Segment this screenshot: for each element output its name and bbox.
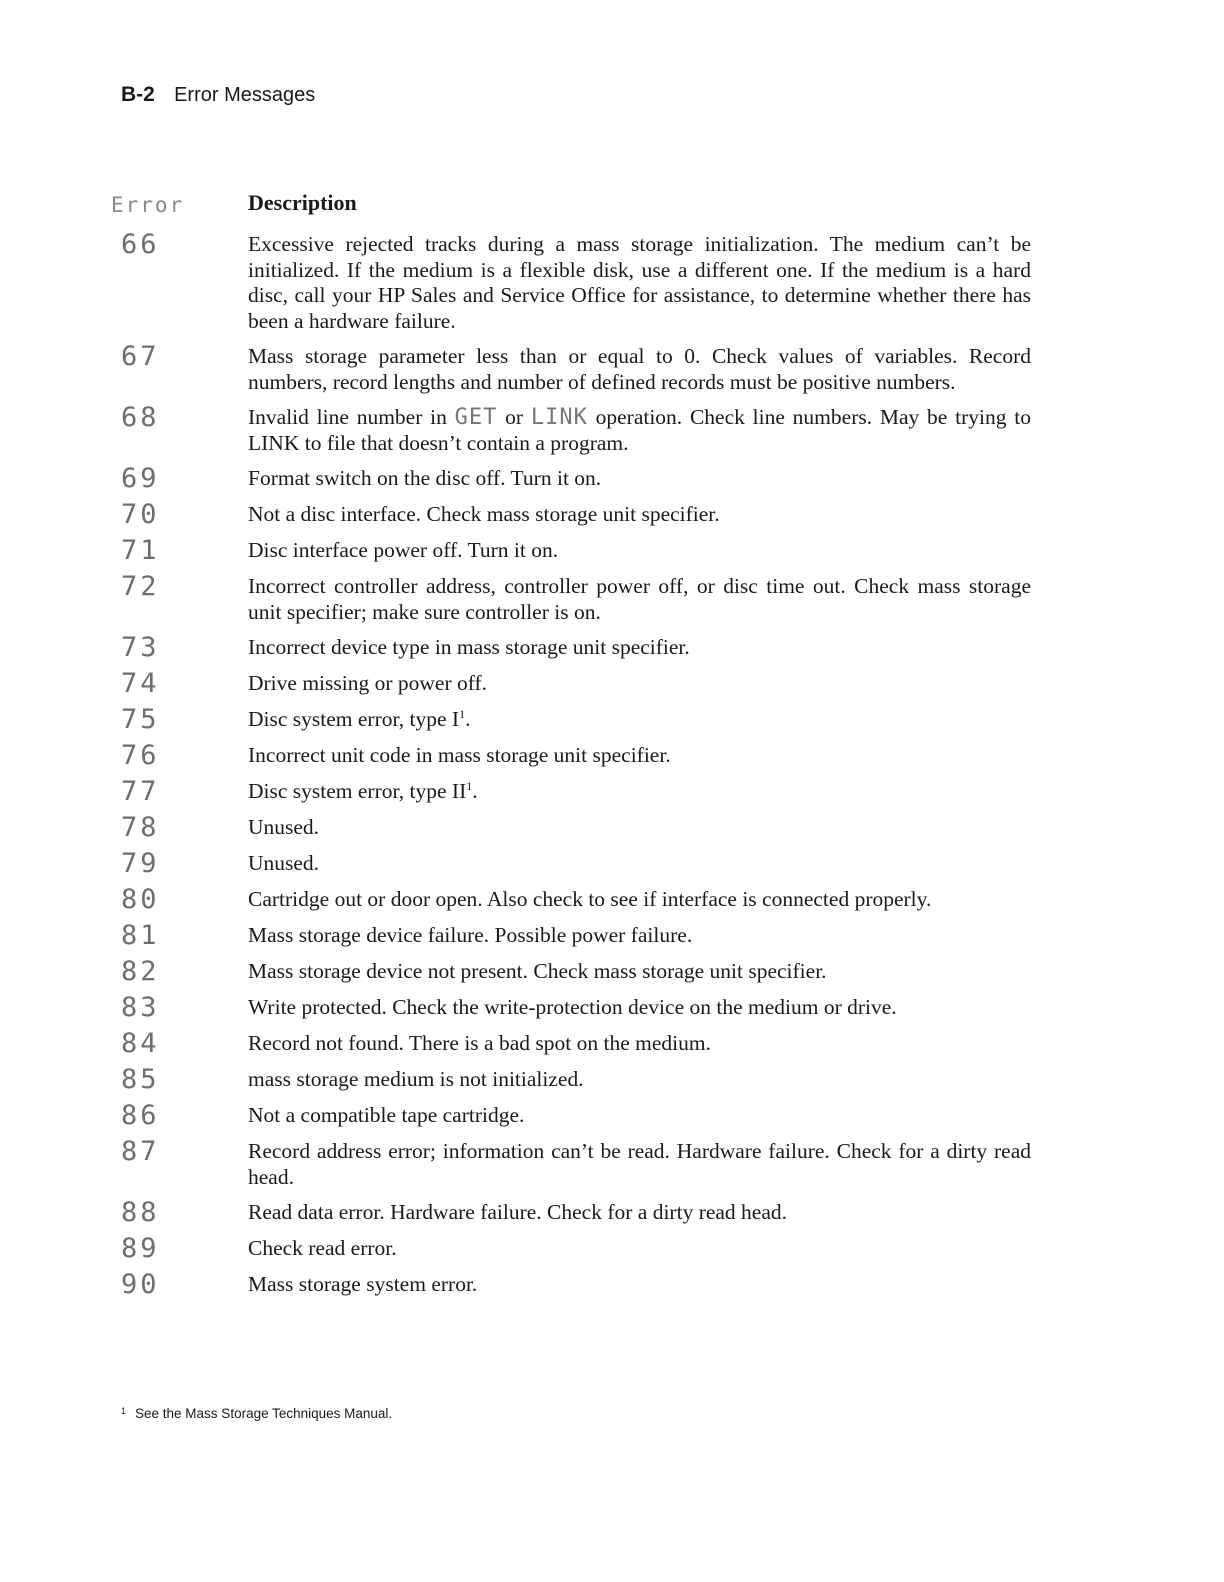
section-title: Error Messages: [174, 84, 316, 106]
error-row-79: [111, 848, 1031, 879]
error-description: Record not found. There is a bad spot on the medium.: [248, 1031, 711, 1055]
error-list: [111, 229, 1031, 1308]
error-row-72: [111, 571, 1031, 625]
error-description: Record address error; information can’t be read. Hardware failure. Check for a dirty read head.: [248, 1139, 1031, 1189]
error-row-87: [111, 1136, 1031, 1190]
error-code: 68: [121, 402, 160, 433]
error-row-74: [111, 668, 1031, 699]
error-code: 79: [121, 848, 160, 879]
error-row-75: [111, 704, 1031, 735]
error-row-67: [111, 341, 1031, 395]
error-description: Unused.: [248, 851, 320, 875]
error-description: Cartridge out or door open. Also check to see if interface is connected properly.: [248, 887, 932, 911]
error-row-89: [111, 1233, 1031, 1264]
error-row-73: [111, 632, 1031, 663]
error-row-82: [111, 956, 1031, 987]
footnote-text: See the Mass Storage Techniques Manual.: [135, 1406, 393, 1421]
error-description: Mass storage system error.: [248, 1272, 478, 1296]
error-row-71: [111, 535, 1031, 566]
error-description: [248, 405, 1031, 456]
description-text: or: [497, 405, 531, 429]
error-code: 66: [121, 229, 160, 260]
page-number: B-2: [121, 83, 155, 106]
error-description: Format switch on the disc off. Turn it on.: [248, 466, 602, 490]
page-header: [121, 82, 315, 107]
footnote-ref: 1: [459, 706, 466, 721]
error-row-83: [111, 992, 1031, 1023]
error-row-88: [111, 1197, 1031, 1228]
error-code: 81: [121, 920, 160, 951]
error-row-90: [111, 1269, 1031, 1300]
error-code: 85: [121, 1064, 160, 1095]
description-text: operation. Check line numbers. May be trying to LINK to file that doesn’t contain a program.: [248, 405, 1031, 455]
error-code: 89: [121, 1233, 160, 1264]
error-description: Mass storage device not present. Check mass storage unit specifier.: [248, 959, 827, 983]
error-row-70: [111, 499, 1031, 530]
error-row-69: [111, 463, 1031, 494]
error-code: 84: [121, 1028, 160, 1059]
error-code: 83: [121, 992, 160, 1023]
error-code: 77: [121, 776, 160, 807]
error-description: Unused.: [248, 815, 320, 839]
error-code: 75: [121, 704, 160, 735]
error-description: Drive missing or power off.: [248, 671, 488, 695]
error-description: Incorrect device type in mass storage unit specifier.: [248, 635, 690, 659]
error-code: 80: [121, 884, 160, 915]
error-description: Check read error.: [248, 1236, 397, 1260]
error-row-68: [111, 402, 1031, 456]
error-description: Disc system error, type $I^1$.: [248, 706, 471, 731]
error-code: 69: [121, 463, 160, 494]
error-code: 71: [121, 535, 160, 566]
error-row-85: [111, 1064, 1031, 1095]
description-text: Disc system error, type II: [248, 779, 467, 803]
description-column-header: Description: [248, 190, 357, 215]
error-code: 82: [121, 956, 160, 987]
error-row-78: [111, 812, 1031, 843]
footnote-ref: 1: [466, 778, 473, 793]
error-code: 86: [121, 1100, 160, 1131]
error-code: 74: [121, 668, 160, 699]
error-column-header: Error: [111, 193, 185, 217]
error-code: 90: [121, 1269, 160, 1300]
error-row-66: [111, 229, 1031, 334]
footnote-mark: 1: [121, 1406, 127, 1416]
error-code: 76: [121, 740, 160, 771]
error-description: Excessive rejected tracks during a mass storage initialization. The medium can’t be initialized. If the medium is a flexible disk, use a different one. If the medium is a hard disc, call your HP Sales and Service Office for assistance, to determine whether there has been a hardware failure.: [248, 232, 1031, 333]
error-code: 70: [121, 499, 160, 530]
error-row-86: [111, 1100, 1031, 1131]
error-row-80: [111, 884, 1031, 915]
error-row-76: [111, 740, 1031, 771]
error-code: 88: [121, 1197, 160, 1228]
error-code: 78: [121, 812, 160, 843]
footnote: [121, 1406, 392, 1421]
error-description: Disc system error, type $II^1$.: [248, 778, 478, 803]
error-description: Not a compatible tape cartridge.: [248, 1103, 525, 1127]
error-row-81: [111, 920, 1031, 951]
link-keyword: LINK: [530, 405, 588, 430]
error-description: mass storage medium is not initialized.: [248, 1067, 584, 1091]
description-text: Disc system error, type I: [248, 707, 460, 731]
error-description: Not a disc interface. Check mass storage unit specifier.: [248, 502, 720, 526]
error-description: Mass storage parameter less than or equal to 0. Check values of variables. Record numbers, record lengths and number of defined records must be positive numbers.: [248, 344, 1031, 394]
error-row-84: [111, 1028, 1031, 1059]
error-description: Mass storage device failure. Possible power failure.: [248, 923, 693, 947]
error-row-77: [111, 776, 1031, 807]
error-description: Incorrect controller address, controller power off, or disc time out. Check mass storage unit specifier; make sure controller is on.: [248, 574, 1031, 624]
get-keyword: GET: [454, 405, 498, 430]
error-description: Incorrect unit code in mass storage unit specifier.: [248, 743, 671, 767]
error-code: 73: [121, 632, 160, 663]
error-code: 67: [121, 341, 160, 372]
error-code: 87: [121, 1136, 160, 1167]
error-description: Write protected. Check the write-protection device on the medium or drive.: [248, 995, 897, 1019]
error-description: Read data error. Hardware failure. Check for a dirty read head.: [248, 1200, 788, 1224]
description-text: Invalid line number in: [248, 405, 455, 429]
error-code: 72: [121, 571, 160, 602]
error-description: Disc interface power off. Turn it on.: [248, 538, 559, 562]
